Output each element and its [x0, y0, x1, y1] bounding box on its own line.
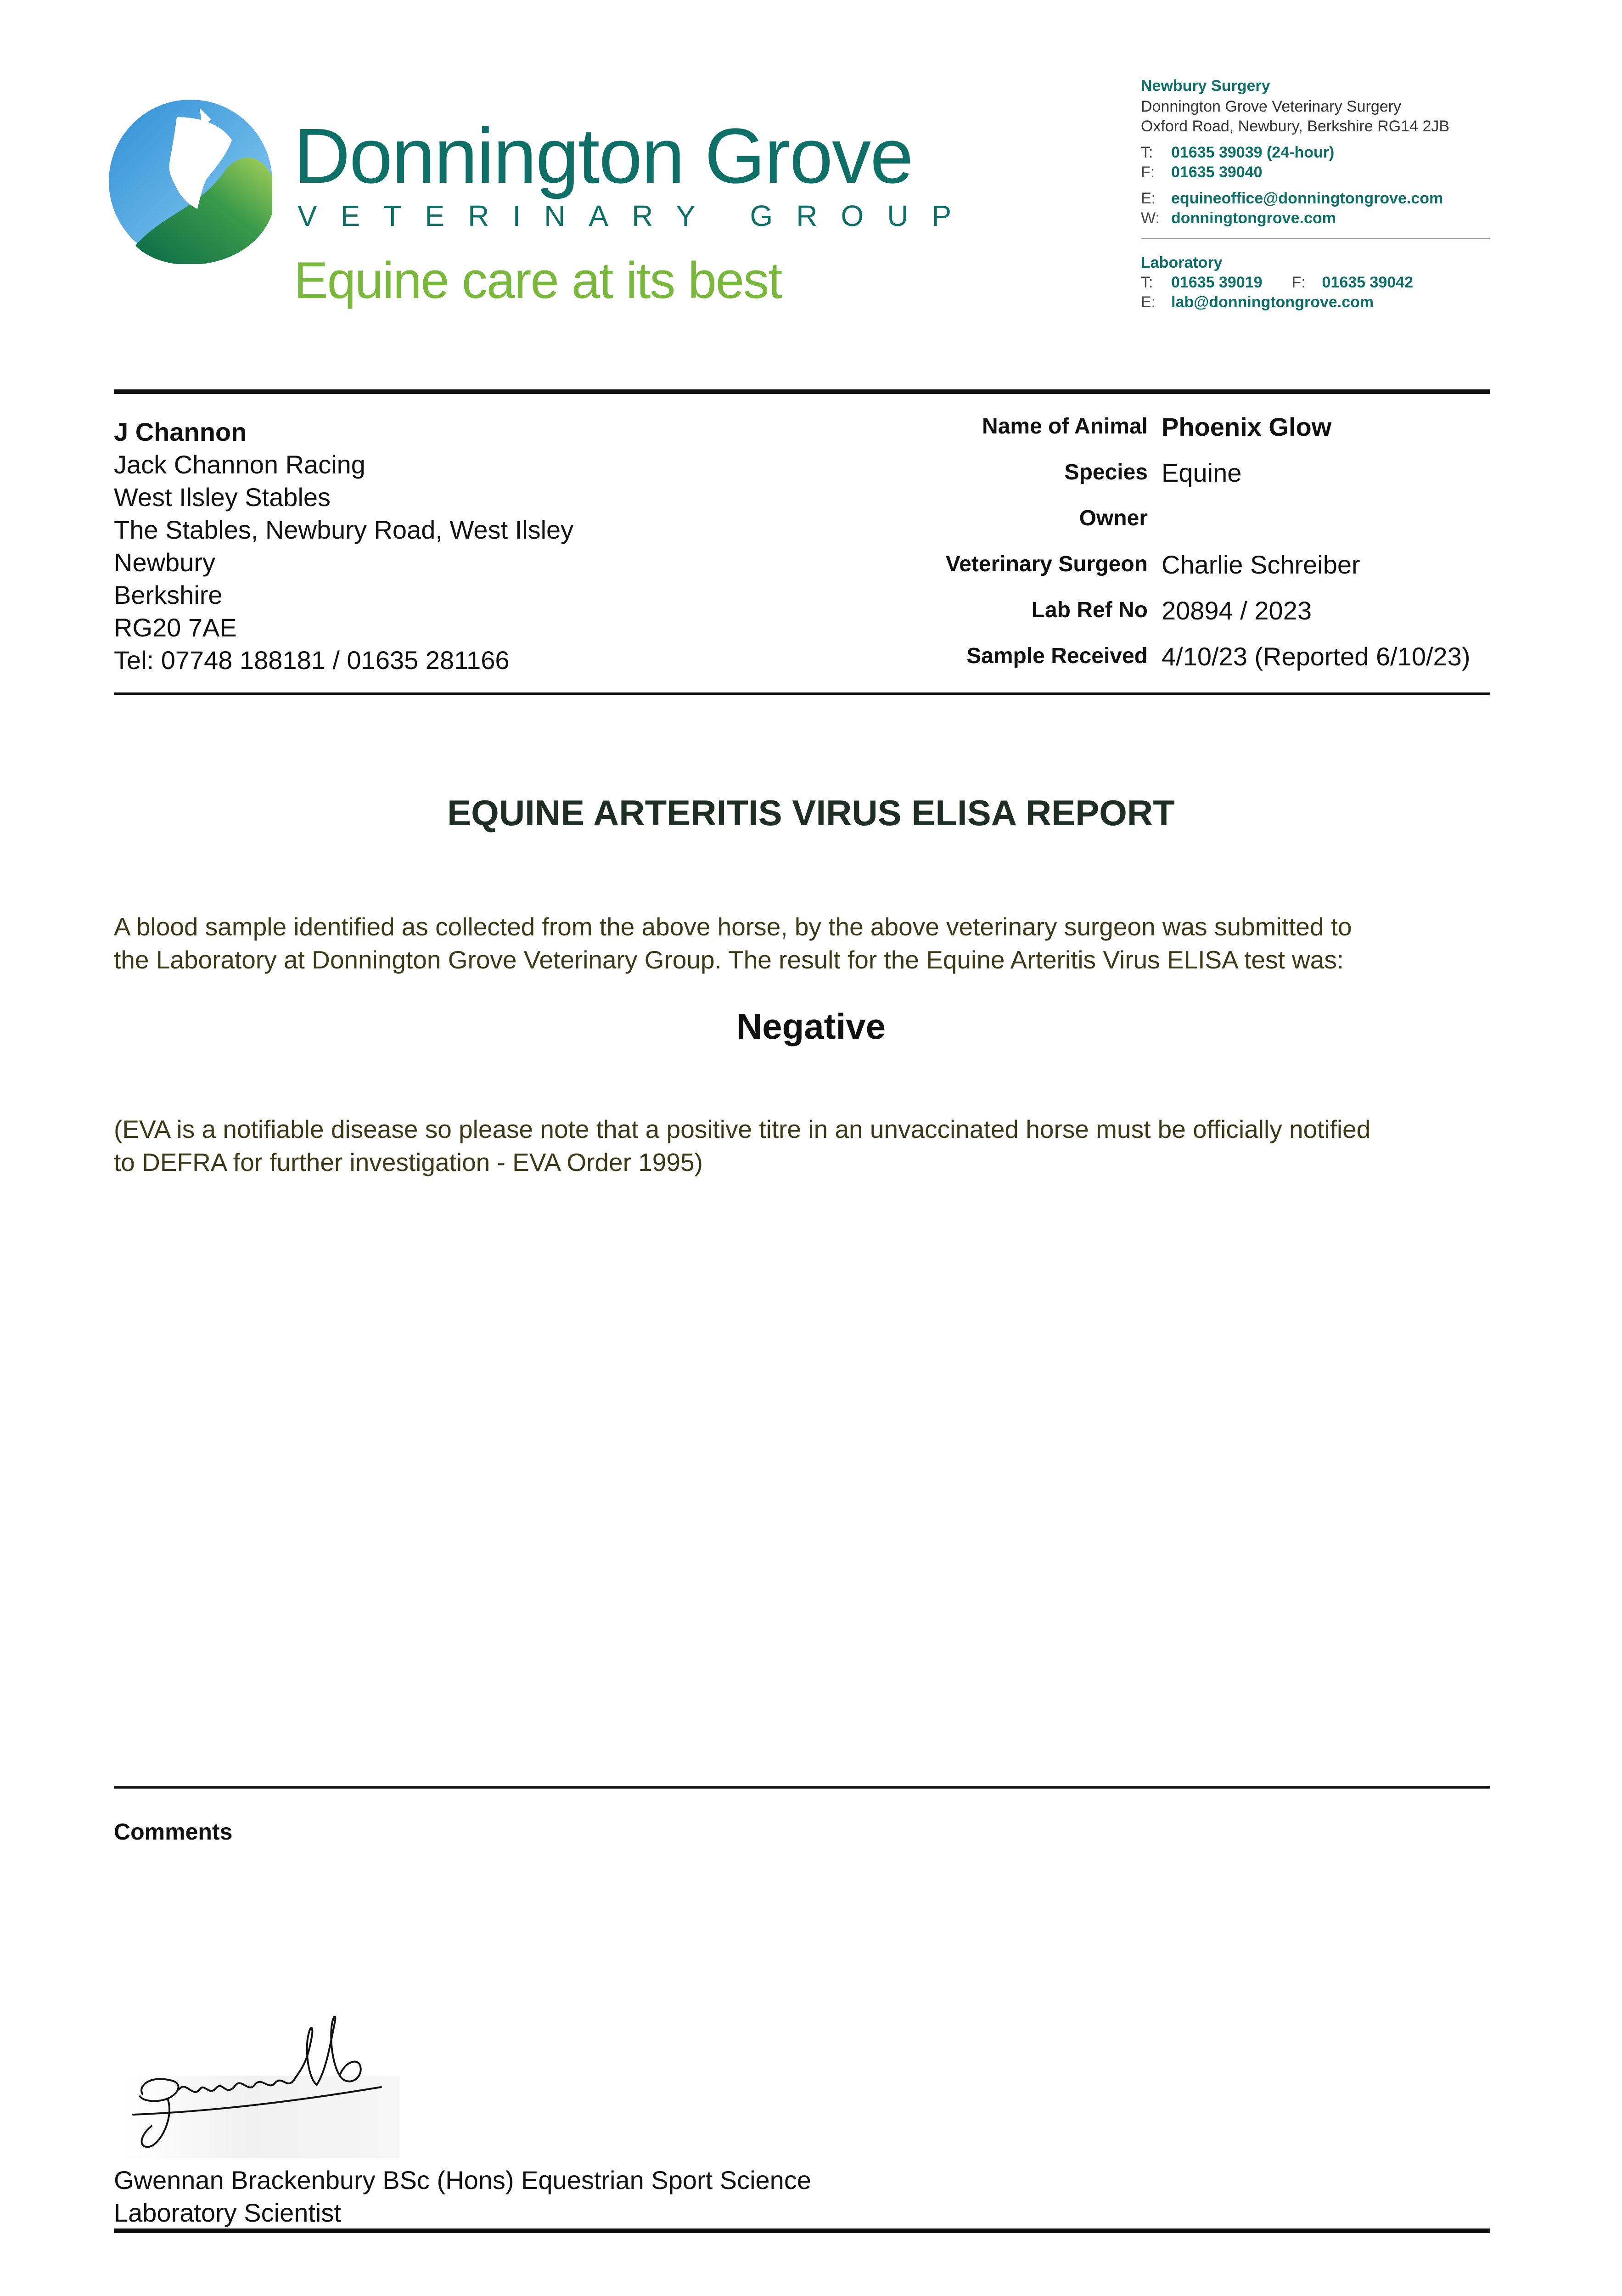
surgery-fax-number: 01635 39040	[1171, 163, 1263, 181]
contact-label: W:	[1141, 209, 1160, 227]
lab-phone-number[interactable]: 01635 39019	[1171, 274, 1263, 291]
detail-label: Lab Ref No	[1031, 598, 1148, 622]
contact-label: E:	[1141, 293, 1156, 311]
detail-label: Species	[1064, 460, 1148, 484]
contact-label: T:	[1141, 274, 1153, 291]
species-value: Equine	[1162, 458, 1242, 487]
report-intro-line: A blood sample identified as collected from the above horse, by the above veterinary surgeon was submitted to	[114, 912, 1352, 941]
detail-label: Sample Received	[966, 644, 1148, 668]
report-title: EQUINE ARTERITIS VIRUS ELISA REPORT	[447, 793, 1175, 833]
detail-row-owner	[689, 496, 1497, 542]
detail-label: Veterinary Surgeon	[945, 552, 1148, 576]
client-address-block	[114, 416, 573, 676]
contact-label: F:	[1141, 163, 1155, 181]
detail-row-vet-surgeon	[689, 542, 1497, 588]
test-result: Negative	[736, 1006, 886, 1047]
contact-divider	[1141, 238, 1490, 239]
surgery-address-line: Donnington Grove Veterinary Surgery	[1141, 98, 1401, 115]
surgery-fax	[1141, 164, 1263, 180]
brand-tagline: Equine care at its best	[294, 252, 782, 309]
client-address-line: The Stables, Newbury Road, West Ilsley	[114, 515, 574, 544]
signature-image	[124, 2007, 399, 2158]
contact-label: E:	[1141, 190, 1156, 207]
surgery-email-link[interactable]: equineoffice@donningtongrove.com	[1171, 190, 1443, 207]
report-intro-line: the Laboratory at Donnington Grove Veterinary Group. The result for the Equine Arteritis Virus ELISA test was:	[114, 945, 1344, 974]
report-note-line: (EVA is a notifiable disease so please note that a positive titre in an unvaccinated horse must be officially notified	[114, 1115, 1371, 1143]
lab-phone-fax	[1141, 275, 1413, 290]
report-note-line: to DEFRA for further investigation - EVA Order 1995)	[114, 1148, 703, 1176]
detail-row-lab-ref	[689, 588, 1497, 634]
animal-name-value: Phoenix Glow	[1162, 412, 1332, 441]
detail-row-species	[689, 450, 1497, 496]
detail-label: Name of Animal	[982, 414, 1148, 439]
surgery-address-line: Oxford Road, Newbury, Berkshire RG14 2JB	[1141, 118, 1450, 135]
details-divider	[114, 692, 1490, 695]
surgery-website-link[interactable]: donningtongrove.com	[1171, 209, 1336, 227]
detail-label: Owner	[1079, 506, 1148, 530]
client-address-line: West Ilsley Stables	[114, 483, 331, 512]
client-address-line: Newbury	[114, 548, 215, 577]
surgery-phone-number[interactable]: 01635 39039 (24-hour)	[1171, 144, 1335, 161]
sample-received-value: 4/10/23 (Reported 6/10/23)	[1162, 642, 1470, 671]
signatory-block	[114, 2164, 811, 2229]
client-address-line: Berkshire	[114, 580, 223, 609]
signatory-name: Gwennan Brackenbury BSc (Hons) Equestrian Sport Science	[114, 2166, 811, 2195]
brand-subtitle: VETERINARY GROUP	[297, 199, 975, 232]
surgery-phone	[1141, 145, 1334, 160]
client-address-line: Jack Channon Racing	[114, 450, 365, 479]
surgery-title: Newbury Surgery	[1141, 77, 1270, 95]
surgery-email	[1141, 191, 1443, 206]
footer-divider	[114, 2228, 1490, 2233]
client-phone: Tel: 07748 188181 / 01635 281166	[114, 646, 510, 675]
comments-divider	[114, 1786, 1490, 1789]
lab-email	[1141, 294, 1374, 310]
report-note	[114, 1113, 1514, 1179]
client-address-line: RG20 7AE	[114, 613, 237, 642]
contact-label: F:	[1291, 274, 1306, 291]
brand-name: Donnington Grove	[294, 113, 913, 200]
lab-email-link[interactable]: lab@donningtongrove.com	[1171, 293, 1374, 311]
client-name: J Channon	[114, 417, 247, 446]
practice-logo-icon	[108, 99, 273, 264]
surgery-website	[1141, 210, 1336, 226]
detail-row-animal-name	[689, 404, 1497, 450]
lab-ref-value: 20894 / 2023	[1162, 596, 1312, 625]
vet-surgeon-value: Charlie Schreiber	[1162, 550, 1360, 579]
report-intro	[114, 910, 1514, 976]
signatory-title: Laboratory Scientist	[114, 2198, 341, 2227]
contact-label: T:	[1141, 144, 1153, 161]
header-divider	[114, 389, 1490, 394]
detail-row-sample-received	[689, 634, 1497, 680]
lab-title: Laboratory	[1141, 254, 1223, 271]
comments-label: Comments	[114, 1819, 233, 1845]
lab-fax-number: 01635 39042	[1322, 274, 1414, 291]
